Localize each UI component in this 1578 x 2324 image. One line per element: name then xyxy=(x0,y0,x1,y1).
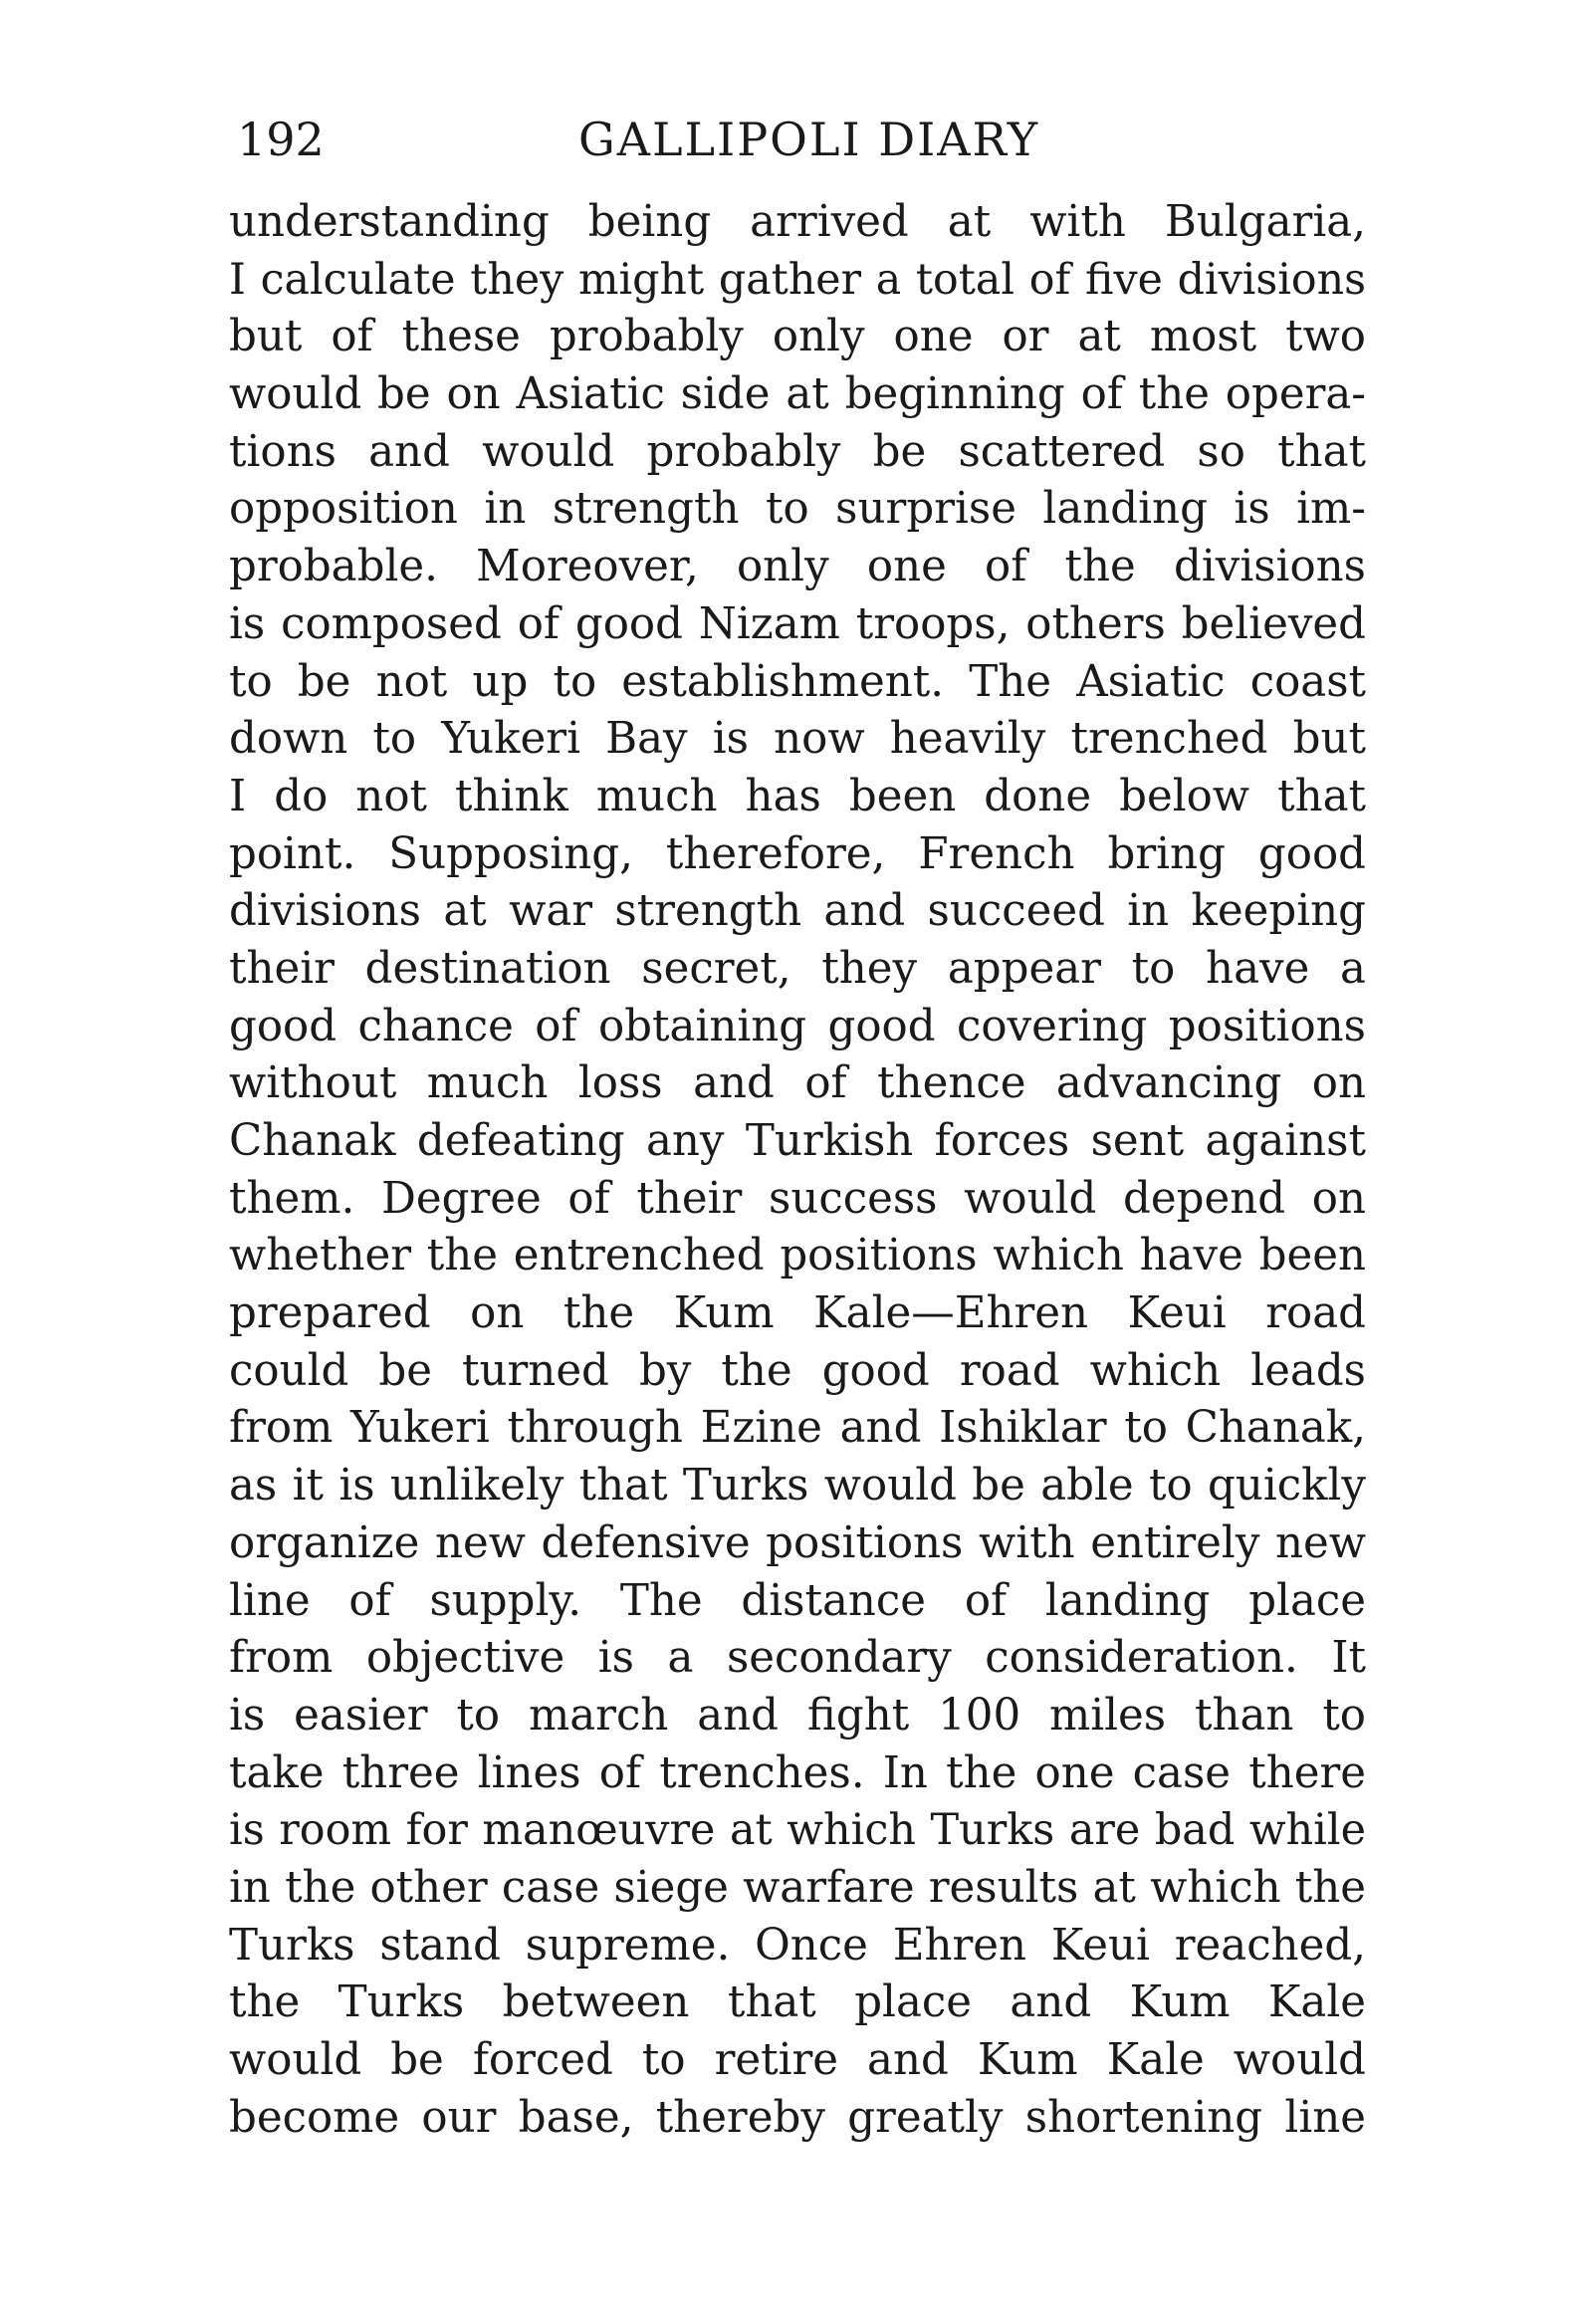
text-line: take three lines of trenches. In the one case there xyxy=(229,1747,1366,1798)
text-line: is room for manœuvre at which Turks are bad while xyxy=(229,1805,1366,1856)
text-line: divisions at war strength and succeed in keeping xyxy=(229,886,1366,937)
text-line: line of supply. The distance of landing place xyxy=(229,1575,1366,1626)
text-line: them. Degree of their success would depend on xyxy=(229,1173,1366,1224)
text-line: their destination secret, they appear to have a xyxy=(229,943,1366,994)
text-line: understanding being arrived at with Bulgaria, xyxy=(229,197,1366,247)
text-line: organize new defensive positions with entirely new xyxy=(229,1517,1366,1568)
page-number: 192 xyxy=(237,113,325,166)
page-header xyxy=(237,110,1360,169)
running-title: GALLIPOLI DIARY xyxy=(578,113,1040,166)
text-line: whether the entrenched positions which have been xyxy=(229,1231,1366,1281)
text-line: would be on Asiatic side at beginning of the opera- xyxy=(229,369,1366,420)
text-line: is composed of good Nizam troops, others believed xyxy=(229,598,1366,649)
text-line: probable. Moreover, only one of the divisions xyxy=(229,542,1366,592)
text-line: in the other case siege warfare results at which the xyxy=(229,1862,1366,1913)
text-line: good chance of obtaining good covering positions xyxy=(229,1001,1366,1051)
text-line: I calculate they might gather a total of five divisions xyxy=(229,254,1366,305)
text-line: from objective is a secondary consideration. It xyxy=(229,1633,1366,1684)
text-line: opposition in strength to surprise landing is im- xyxy=(229,484,1366,535)
text-line: down to Yukeri Bay is now heavily trenched but xyxy=(229,714,1366,765)
text-line: to be not up to establishment. The Asiatic coast xyxy=(229,656,1366,707)
text-line: is easier to march and fight 100 miles than to xyxy=(229,1690,1366,1741)
text-line: Chanak defeating any Turkish forces sent against xyxy=(229,1116,1366,1166)
text-line: become our base, thereby greatly shortening line xyxy=(229,2092,1366,2143)
text-line: point. Supposing, therefore, French bring good xyxy=(229,828,1366,879)
text-line: could be turned by the good road which leads xyxy=(229,1345,1366,1396)
text-line: as it is unlikely that Turks would be able to quickly xyxy=(229,1461,1366,1511)
text-line: tions and would probably be scattered so that xyxy=(229,426,1366,477)
text-line: would be forced to retire and Kum Kale would xyxy=(229,2035,1366,2085)
text-line: the Turks between that place and Kum Kale xyxy=(229,1977,1366,2028)
text-line: prepared on the Kum Kale—Ehren Keui road xyxy=(229,1288,1366,1339)
text-line: I do not think much has been done below that xyxy=(229,771,1366,821)
text-line: Turks stand supreme. Once Ehren Keui reached, xyxy=(229,1920,1366,1971)
text-line: but of these probably only one or at most two xyxy=(229,312,1366,362)
body-text xyxy=(229,194,1366,2147)
text-line: without much loss and of thence advancing on xyxy=(229,1058,1366,1109)
text-line: from Yukeri through Ezine and Ishiklar to Chanak, xyxy=(229,1403,1366,1454)
